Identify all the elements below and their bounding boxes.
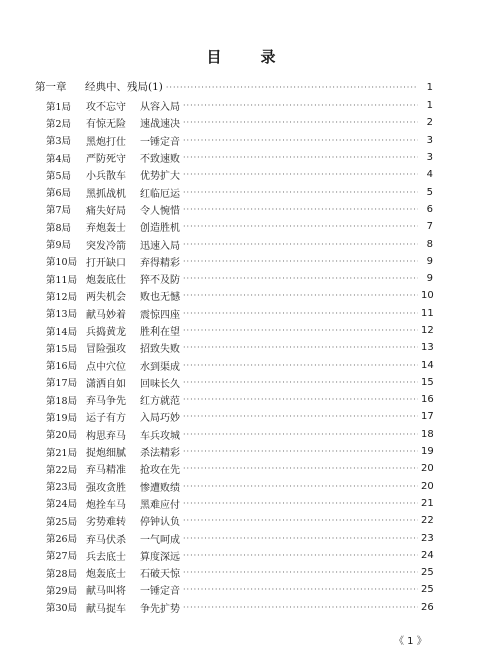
entry-title-part2: 不致速败: [140, 154, 180, 166]
leader-dots: [183, 395, 418, 404]
entry-title-part1: 突发冷箭: [86, 240, 126, 252]
toc-entry[interactable]: [46, 495, 433, 512]
entry-page: 3: [426, 152, 433, 164]
leader-dots: [183, 464, 418, 473]
entry-page: 19: [421, 446, 434, 458]
toc-entry[interactable]: [46, 253, 433, 270]
toc-list: [46, 97, 433, 616]
entry-title-part1: 弃马伏杀: [86, 534, 126, 546]
entry-title-part2: 令人惋惜: [140, 205, 180, 217]
entry-title-part1: 黑抓战机: [86, 188, 126, 200]
entry-title-part2: 车兵攻城: [140, 430, 180, 442]
toc-entry[interactable]: [46, 322, 433, 339]
entry-title-part1: 冒险强攻: [86, 344, 126, 356]
leader-dots: [183, 412, 418, 421]
entry-title-part1: 小兵散车: [86, 171, 126, 183]
entry-title-part2: 一锤定音: [140, 586, 180, 598]
entry-title-part1: 弃炮轰士: [86, 223, 126, 235]
leader-dots: [183, 101, 418, 110]
toc-entry[interactable]: [46, 356, 433, 373]
leader-dots: [183, 534, 418, 543]
entry-title-part2: 入局巧妙: [140, 413, 180, 425]
entry-title-part1: 劣势难转: [86, 517, 126, 529]
entry-page: 26: [421, 601, 434, 613]
entry-page: 22: [421, 515, 434, 527]
entry-title-part1: 黑炮打仕: [86, 136, 126, 148]
entry-title-part2: 一气呵成: [140, 534, 180, 546]
leader-dots: [183, 343, 418, 352]
entry-title-part2: 杀法精彩: [140, 448, 180, 460]
entry-page: 24: [421, 549, 434, 561]
toc-entry[interactable]: [46, 443, 433, 460]
entry-number: 第28局: [46, 568, 78, 580]
entry-page: 16: [421, 394, 434, 406]
entry-number: 第5局: [46, 170, 72, 182]
entry-title-part1: 潇洒自如: [86, 378, 126, 390]
toc-entry[interactable]: [46, 270, 433, 287]
entry-page: 21: [421, 497, 434, 509]
entry-title-part1: 有惊无险: [86, 119, 126, 131]
entry-title-part2: 红临厄运: [140, 188, 180, 200]
toc-entry[interactable]: [46, 599, 433, 616]
entry-number: 第15局: [46, 343, 78, 355]
entry-title-part1: 献马妙着: [86, 309, 126, 321]
entry-title-part1: 献马捉车: [86, 603, 126, 615]
entry-title-part2: 招致失败: [140, 344, 180, 356]
entry-number: 第16局: [46, 361, 78, 373]
entry-title-part1: 兵去底士: [86, 551, 126, 563]
entry-title-part1: 痛失好局: [86, 205, 126, 217]
entry-page: 4: [426, 169, 433, 181]
leader-dots: [183, 309, 418, 318]
entry-page: 25: [421, 584, 434, 596]
entry-title-part2: 回味长久: [140, 378, 180, 390]
entry-title-part1: 兵捣黄龙: [86, 327, 126, 338]
entry-number: 第12局: [46, 291, 78, 303]
leader-dots: [183, 516, 418, 525]
entry-page: 9: [426, 255, 433, 267]
entry-page: 20: [421, 480, 434, 492]
toc-entry[interactable]: [46, 201, 433, 218]
toc-entry[interactable]: [46, 512, 433, 529]
entry-title-part2: 猝不及防: [140, 275, 180, 287]
leader-dots: [183, 274, 418, 283]
entry-number: 第30局: [46, 603, 78, 615]
entry-number: 第23局: [46, 482, 78, 494]
toc-entry[interactable]: [46, 529, 433, 546]
leader-dots: [183, 585, 418, 594]
entry-title-part2: 震惊四座: [140, 309, 180, 321]
entry-number: 第10局: [46, 257, 78, 269]
leader-dots: [183, 430, 418, 439]
leader-dots: [183, 378, 418, 387]
toc-entry[interactable]: [46, 581, 433, 598]
toc-entry[interactable]: [46, 218, 433, 235]
leader-dots: [183, 499, 418, 508]
entry-title-part2: 黑难应付: [140, 499, 180, 511]
toc-entry[interactable]: [46, 166, 433, 183]
entry-number: 第17局: [46, 378, 78, 390]
entry-title-part1: 弃马争先: [86, 396, 126, 408]
toc-entry[interactable]: [46, 149, 433, 166]
entry-page: 17: [421, 411, 434, 423]
entry-title-part2: 算度深远: [140, 551, 180, 563]
entry-number: 第27局: [46, 551, 78, 563]
entry-title-part2: 胜利在望: [140, 327, 180, 338]
toc-entry[interactable]: [46, 114, 433, 131]
leader-dots: [183, 603, 418, 612]
entry-page: 14: [421, 359, 434, 371]
entry-title-part2: 惨遭败绩: [140, 482, 180, 494]
entry-number: 第14局: [46, 326, 78, 338]
toc-entry[interactable]: [46, 460, 433, 477]
entry-number: 第13局: [46, 309, 78, 321]
entry-number: 第2局: [46, 118, 72, 130]
entry-number: 第8局: [46, 222, 72, 234]
entry-number: 第6局: [46, 188, 72, 200]
entry-title-part2: 创造胜机: [140, 223, 180, 235]
entry-number: 第3局: [46, 136, 72, 148]
entry-title-part2: 抢攻在先: [140, 465, 180, 477]
entry-page: 10: [421, 290, 434, 302]
leader-dots: [183, 170, 418, 179]
toc-title-left: 目: [206, 48, 223, 66]
chapter-title: 经典中、残局(1): [85, 81, 163, 93]
toc-entry[interactable]: [46, 97, 433, 114]
entry-page: 1: [426, 100, 433, 112]
entry-title-part1: 构思弃马: [86, 430, 126, 442]
entry-title-part1: 打开缺口: [86, 257, 126, 269]
leader-dots: [183, 118, 418, 127]
toc-entry[interactable]: [46, 478, 433, 495]
leader-dots: [183, 205, 418, 214]
entry-page: 9: [426, 273, 433, 285]
toc-entry[interactable]: [46, 391, 433, 408]
entry-number: 第18局: [46, 395, 78, 407]
entry-title-part1: 弃马精准: [86, 465, 126, 477]
entry-page: 11: [421, 307, 434, 319]
entry-title-part1: 攻不忘守: [86, 102, 126, 114]
entry-page: 15: [421, 376, 434, 388]
entry-title-part1: 捉炮细腻: [86, 448, 126, 460]
leader-dots: [183, 257, 418, 266]
entry-number: 第11局: [46, 274, 78, 286]
leader-dots: [183, 240, 418, 249]
entry-title-part2: 从容入局: [140, 102, 180, 114]
entry-page: 8: [426, 238, 433, 250]
entry-number: 第1局: [46, 101, 72, 113]
entry-title-part1: 炮轰底士: [86, 569, 126, 581]
toc-entry[interactable]: [46, 547, 433, 564]
entry-page: 25: [421, 567, 434, 579]
entry-page: 20: [421, 463, 434, 475]
entry-title-part1: 运子有方: [86, 413, 126, 425]
leader-dots: [183, 551, 418, 560]
entry-number: 第25局: [46, 516, 78, 528]
entry-title-part2: 迅速入局: [140, 240, 180, 252]
entry-page: 12: [421, 325, 434, 336]
toc-entry[interactable]: [46, 426, 433, 443]
entry-title-part1: 献马叫将: [86, 586, 126, 598]
entry-page: 5: [426, 186, 433, 198]
entry-title-part2: 一锤定音: [140, 136, 180, 148]
entry-title-part1: 炮轰底仕: [86, 275, 126, 287]
leader-dots: [183, 326, 418, 335]
entry-title-part2: 停钟认负: [140, 517, 180, 529]
toc-entry[interactable]: [46, 235, 433, 252]
leader-dots: [183, 153, 418, 162]
entry-page: 7: [426, 221, 433, 233]
chapter-heading[interactable]: [35, 79, 433, 94]
entry-title-part2: 速战速决: [140, 119, 180, 131]
toc-title-right: 录: [260, 48, 277, 66]
leader-dots: [183, 136, 418, 145]
chapter-page: 1: [426, 82, 433, 93]
entry-number: 第22局: [46, 464, 78, 476]
entry-number: 第4局: [46, 153, 72, 165]
entry-title-part2: 败也无憾: [140, 292, 180, 304]
toc-entry[interactable]: [46, 374, 433, 391]
entry-number: 第20局: [46, 430, 78, 442]
leader-dots: [183, 361, 418, 370]
entry-page: 13: [421, 342, 434, 354]
toc-entry[interactable]: [46, 339, 433, 356]
entry-number: 第26局: [46, 534, 78, 546]
leader-dots: [183, 447, 418, 456]
leader-dots: [183, 482, 418, 491]
entry-title-part2: 红方就范: [140, 396, 180, 408]
leader-dots: [183, 291, 418, 300]
entry-page: 23: [421, 532, 434, 544]
toc-entry[interactable]: [46, 132, 433, 149]
toc-entry[interactable]: [46, 287, 433, 304]
leader-dots: [183, 222, 418, 231]
entry-title-part2: 石破天惊: [140, 569, 180, 581]
entry-title-part1: 严防死守: [86, 154, 126, 166]
entry-page: 2: [426, 117, 433, 129]
entry-number: 第9局: [46, 240, 72, 252]
page-number-footer: 《 1 》: [394, 636, 427, 647]
leader-dots: [166, 83, 418, 92]
entry-title-part2: 优势扩大: [140, 171, 180, 183]
toc-entry[interactable]: [46, 183, 433, 200]
entry-page: 18: [421, 428, 434, 440]
entry-number: 第19局: [46, 412, 78, 424]
leader-dots: [183, 188, 418, 197]
entry-title-part1: 点中穴位: [86, 361, 126, 373]
entry-number: 第21局: [46, 447, 78, 459]
entry-number: 第24局: [46, 499, 78, 511]
leader-dots: [183, 568, 418, 577]
toc-entry[interactable]: [46, 564, 433, 581]
entry-title-part1: 炮拴车马: [86, 499, 126, 511]
entry-page: 6: [426, 203, 433, 215]
entry-title-part2: 争先扩势: [140, 603, 180, 615]
chapter-number: 第一章: [35, 81, 67, 93]
entry-number: 第29局: [46, 585, 78, 597]
entry-number: 第7局: [46, 205, 72, 217]
entry-title-part1: 强攻贪胜: [86, 482, 126, 494]
entry-title-part2: 水到渠成: [140, 361, 180, 373]
toc-entry[interactable]: [46, 305, 433, 322]
entry-title-part1: 两失机会: [86, 292, 126, 304]
toc-entry[interactable]: [46, 408, 433, 425]
toc-title: [0, 46, 483, 67]
entry-title-part2: 弃得精彩: [140, 257, 180, 269]
entry-page: 3: [426, 134, 433, 146]
